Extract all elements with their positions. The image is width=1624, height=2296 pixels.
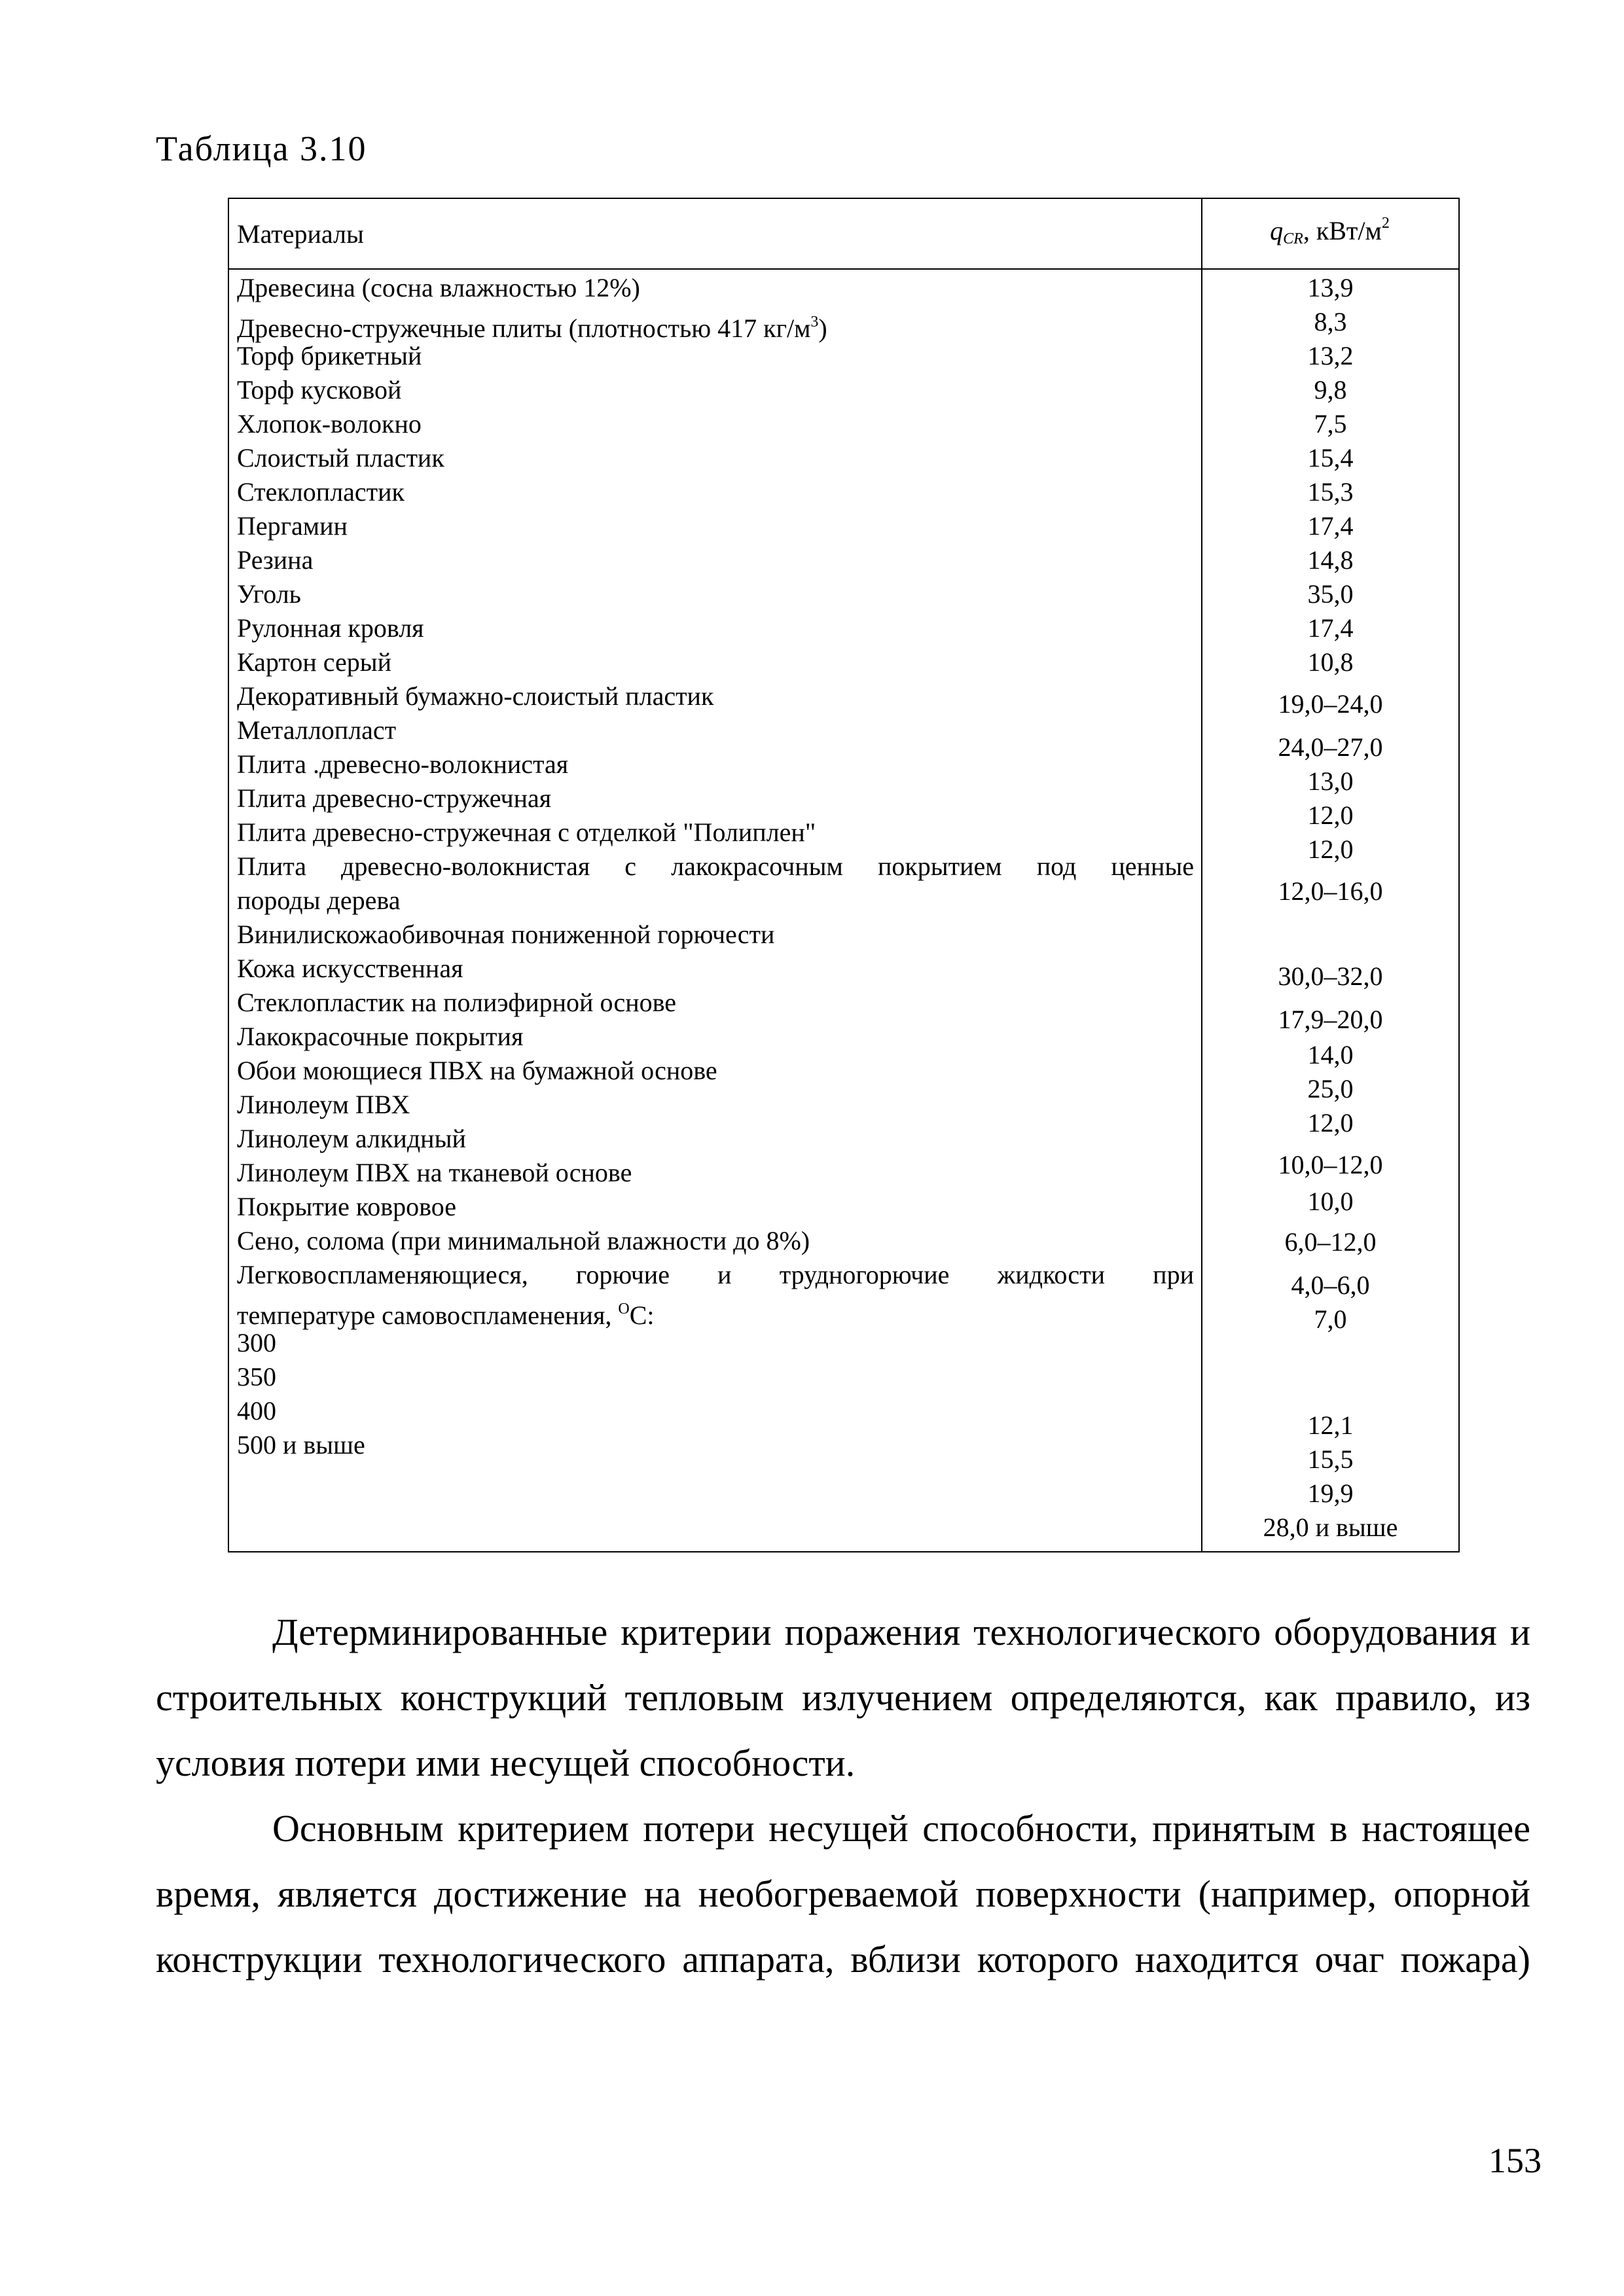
material-cell: Винилискожаобивочная пониженной горючести (237, 920, 775, 949)
material-cell: Древесина (сосна влажностью 12%) (237, 273, 640, 302)
value-cell: 15,5 (1307, 1444, 1354, 1474)
value-cell: 7,5 (1314, 409, 1347, 439)
paragraph-line: Детерминированные критерии поражения технологического оборудования и (272, 1611, 1530, 1653)
value-cell: 12,0 (1307, 1108, 1354, 1138)
material-cell: Линолеум ПВХ (237, 1090, 410, 1119)
paragraph-line: Основным критерием потери несущей способности, принятым в настоящее (272, 1807, 1530, 1850)
value-cell: 12,0 (1307, 834, 1354, 864)
body-paragraph (156, 1796, 1530, 1992)
table-header-row (229, 199, 1458, 270)
material-cell: Металлопласт (237, 715, 397, 745)
material-cell: Линолеум ПВХ на тканевой основе (237, 1158, 632, 1187)
value-cell: 17,9–20,0 (1278, 1005, 1383, 1034)
value-cell: 12,0 (1307, 800, 1354, 830)
material-cell: Пергамин (237, 511, 348, 541)
material-cell: Декоративный бумажно-слоистый пластик (237, 681, 714, 711)
value-cell: 15,3 (1307, 477, 1354, 507)
header-q-subscript: CR (1283, 230, 1303, 247)
table-caption: Таблица 3.10 (156, 129, 367, 168)
material-cell: 500 и выше (237, 1430, 365, 1460)
material-cell: Торф кусковой (237, 375, 402, 404)
value-cell: 4,0–6,0 (1291, 1270, 1370, 1300)
value-cell: 10,0–12,0 (1278, 1150, 1383, 1179)
header-q-unit: , кВт/м (1303, 216, 1382, 245)
value-cell: 17,4 (1307, 613, 1354, 643)
material-cell: породы дерева (237, 886, 401, 915)
value-cell: 14,8 (1307, 545, 1354, 575)
value-cell: 7,0 (1314, 1304, 1347, 1334)
material-cell: Обои моющиеся ПВХ на бумажной основе (237, 1056, 717, 1085)
material-cell: 350 (237, 1362, 276, 1391)
material-cell: Плита .древесно-волокнистая (237, 749, 569, 779)
value-cell: 13,0 (1307, 766, 1354, 796)
material-cell: Резина (237, 545, 314, 575)
paragraph-line: конструкции технологического аппарата, вблизи которого находится очаг пожара) (156, 1938, 1530, 1981)
value-cell: 19,9 (1307, 1479, 1354, 1508)
paragraph-line: условия потери ими несущей способности. (156, 1742, 856, 1784)
material-cell: Легковоспламеняющиеся, горючие и трудногорючие жидкости при (237, 1260, 1194, 1289)
material-cell: Кожа искусственная (237, 954, 463, 983)
value-cell: 28,0 и выше (1263, 1513, 1398, 1542)
value-cell: 6,0–12,0 (1284, 1227, 1377, 1257)
material-cell: температуре самовоспламенения, $^O$C: (237, 1300, 655, 1330)
material-cell: Рулонная кровля (237, 613, 424, 643)
value-cell: 24,0–27,0 (1278, 732, 1383, 762)
value-cell: 9,8 (1314, 375, 1347, 404)
material-cell: Древесно-стружечные плиты (плотностью 417 $кг/м^3$) (237, 314, 827, 343)
material-cell: Линолеум алкидный (237, 1124, 466, 1153)
material-cell: Сено, солома (при минимальной влажности до 8%) (237, 1226, 810, 1255)
material-cell: 300 (237, 1328, 276, 1357)
material-cell: Торф брикетный (237, 341, 422, 370)
material-cell: Плита древесно-волокнистая с лакокрасочным покрытием под ценные (237, 852, 1194, 881)
value-cell: 12,1 (1307, 1410, 1354, 1440)
value-cell: 13,9 (1307, 273, 1354, 302)
material-cell: Хлопок-волокно (237, 409, 422, 439)
page-number: 153 (1489, 2141, 1542, 2180)
value-cell: 13,2 (1307, 341, 1354, 370)
value-cell: 30,0–32,0 (1278, 961, 1383, 991)
header-materials: Материалы (237, 219, 364, 249)
header-heat-flux (1201, 215, 1458, 248)
material-cell: 400 (237, 1396, 276, 1426)
paragraph-line: строительных конструкций тепловым излучением определяются, как правило, из (156, 1676, 1530, 1719)
material-cell: Стеклопластик на полиэфирной основе (237, 988, 677, 1017)
material-cell: Покрытие ковровое (237, 1192, 456, 1221)
value-cell: 15,4 (1307, 443, 1354, 473)
value-cell: 35,0 (1307, 579, 1354, 609)
value-cell: 12,0–16,0 (1278, 876, 1383, 906)
value-cell: 8,3 (1314, 307, 1347, 336)
value-cell: 25,0 (1307, 1074, 1354, 1103)
value-cell: 19,0–24,0 (1278, 689, 1383, 719)
value-cell: 10,8 (1307, 647, 1354, 677)
value-cell: 17,4 (1307, 511, 1354, 541)
header-q-symbol: q (1270, 216, 1284, 245)
material-cell: Стеклопластик (237, 477, 405, 507)
body-paragraph (156, 1600, 1530, 1796)
paragraph-line: время, является достижение на необогреваемой поверхности (например, опорной (156, 1873, 1530, 1915)
value-cell: 14,0 (1307, 1040, 1354, 1069)
material-cell: Слоистый пластик (237, 443, 444, 473)
material-cell: Плита древесно-стружечная (237, 783, 552, 813)
header-q-unit-sup: 2 (1381, 215, 1390, 232)
materials-table (228, 198, 1460, 1552)
value-cell: 10,0 (1307, 1187, 1354, 1216)
material-cell: Уголь (237, 579, 301, 609)
material-cell: Лакокрасочные покрытия (237, 1022, 524, 1051)
material-cell: Плита древесно-стружечная с отделкой "Полиплен" (237, 817, 816, 847)
material-cell: Картон серый (237, 647, 392, 677)
